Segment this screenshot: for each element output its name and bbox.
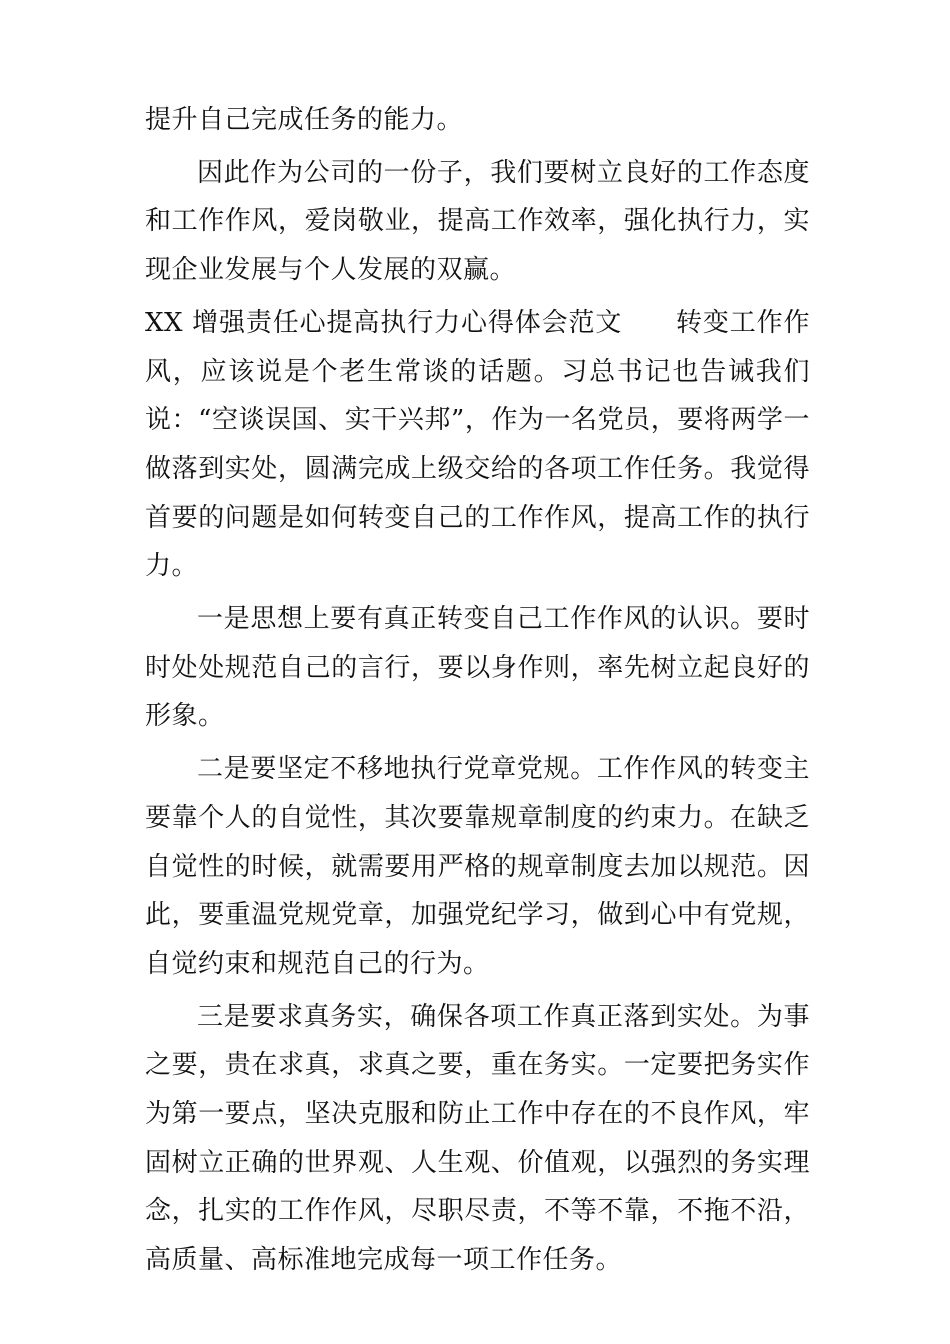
paragraph-essay-intro: XX 增强责任心提高执行力心得体会范文 转变工作作风，应该说是个老生常谈的话题。习总书记也告诫我们说：“空谈误国、实干兴邦”，作为一名党员，要将两学一做落到实处，圆满完成上级交给的各项工作任务。我觉得首要的问题是如何转变自己的工作作风，提高工作的执行力。 — [145, 307, 810, 582]
paragraph-company-attitude: 因此作为公司的一份子，我们要树立良好的工作态度和工作作风，爱岗敬业，提高工作效率，强化执行力，实现企业发展与个人发展的双赢。 — [145, 157, 810, 286]
document-body — [145, 96, 810, 1285]
paragraph-point-two: 二是要坚定不移地执行党章党规。工作作风的转变主要靠个人的自觉性，其次要靠规章制度的约束力。在缺乏自觉性的时候，就需要用严格的规章制度去加以规范。因此，要重温党规党章，加强党纪学习，做到心中有党规，自觉约束和规范自己的行为。 — [145, 754, 810, 979]
paragraph-continuation: 提升自己完成任务的能力。 — [145, 105, 464, 135]
paragraph-point-three: 三是要求真务实，确保各项工作真正落到实处。为事之要，贵在求真，求真之要，重在务实。一定要把务实作为第一要点，坚决克服和防止工作中存在的不良作风，牢固树立正确的世界观、人生观、价值观，以强烈的务实理念，扎实的工作作风，尽职尽责，不等不靠，不拖不沿，高质量、高标准地完成每一项工作任务。 — [145, 1001, 810, 1276]
paragraph-point-one: 一是思想上要有真正转变自己工作作风的认识。要时时处处规范自己的言行，要以身作则，率先树立起良好的形象。 — [145, 604, 810, 732]
